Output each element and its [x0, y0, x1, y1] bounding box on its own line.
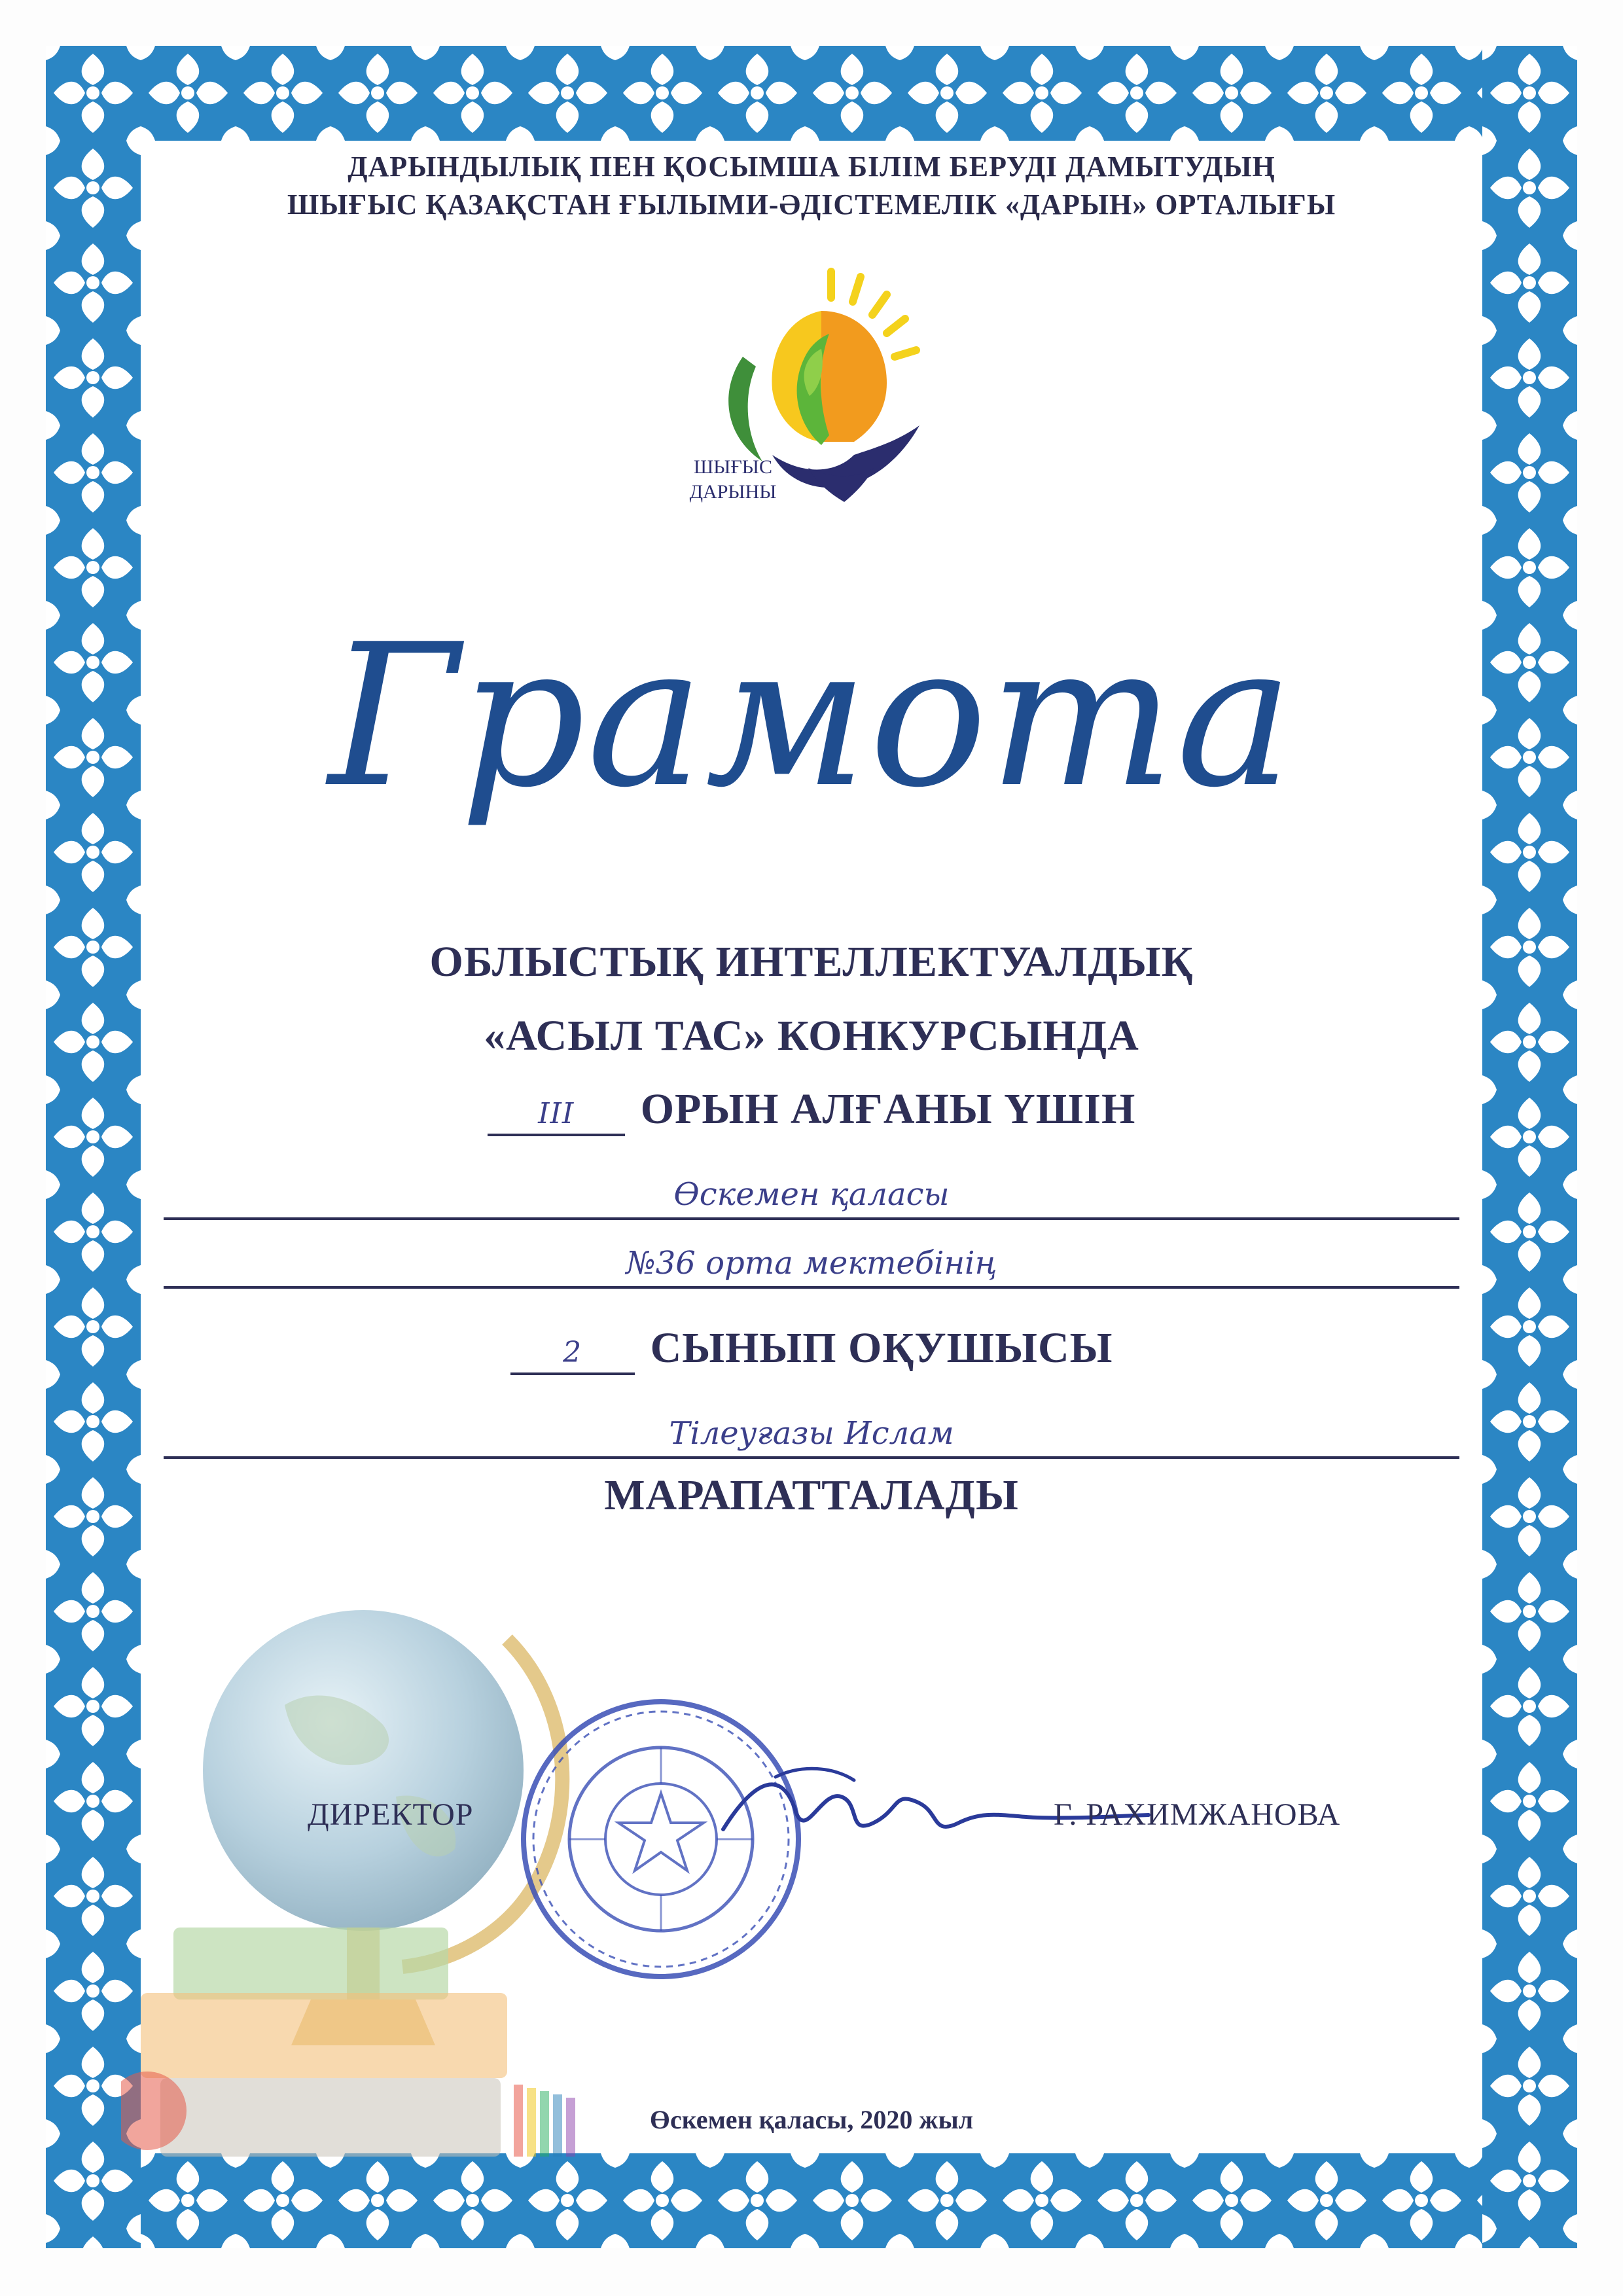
awarded-text: МАРАПАТТАЛАДЫ — [604, 1471, 1019, 1519]
place-line — [141, 1083, 1482, 1136]
director-label: ДИРЕКТОР — [308, 1797, 474, 1832]
shygys-daryny-logo-icon — [658, 259, 985, 560]
grade-line — [141, 1322, 1482, 1375]
organization-name-line1: ДАРЫНДЫЛЫҚ ПЕН ҚОСЫМША БІЛІМ БЕРУДІ ДАМЫТУДЫҢ — [348, 151, 1275, 183]
grade-value: 2 — [510, 1333, 635, 1375]
grade-label: СЫНЫП ОҚУШЫСЫ — [650, 1324, 1113, 1372]
director-name: Г. РАХИМЖАНОВА — [1054, 1797, 1341, 1832]
certificate-title: Грамота — [328, 602, 1295, 831]
place-label: ОРЫН АЛҒАНЫ ҮШІН — [640, 1085, 1136, 1133]
place-value: III — [488, 1094, 625, 1136]
logo-caption-line1: ШЫҒЫС — [694, 456, 772, 478]
ornament-border-right — [1482, 46, 1577, 2248]
ornament-border-top — [46, 46, 1577, 141]
logo-caption-line2: ДАРЫНЫ — [689, 481, 777, 503]
logo-caption — [668, 455, 798, 505]
organization-name-line2: ШЫҒЫС ҚАЗАҚСТАН ҒЫЛЫМИ-ӘДІСТЕМЕЛІК «ДАРЫН» ОРТАЛЫҒЫ — [287, 188, 1336, 221]
city-handwritten-field: Өскемен қаласы — [164, 1172, 1459, 1220]
student-name-handwritten-field: Тілеуғазы Ислам — [164, 1410, 1459, 1459]
ornament-border-bottom — [46, 2153, 1577, 2248]
school-handwritten-field: №36 орта мектебінің — [164, 1240, 1459, 1289]
contest-level-text: ОБЛЫСТЫҚ ИНТЕЛЛЕКТУАЛДЫҚ — [429, 938, 1194, 986]
certificate-content — [141, 141, 1482, 2153]
contest-name-text: «АСЫЛ ТАС» КОНКУРСЫНДА — [484, 1012, 1139, 1060]
footer-place-date: Өскемен қаласы, 2020 жыл — [649, 2105, 974, 2134]
